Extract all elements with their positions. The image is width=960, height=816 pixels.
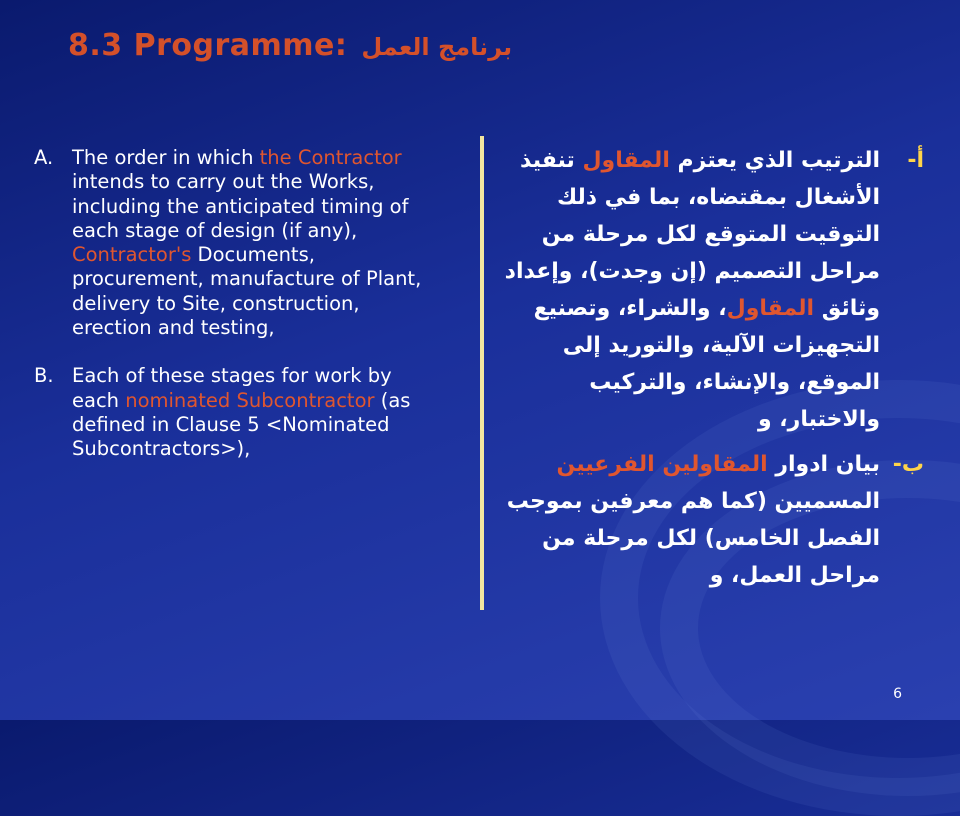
- arabic-highlighted-term: المقاول: [726, 296, 815, 321]
- arabic-item-text: [507, 452, 880, 588]
- english-text-segment: The order in which: [72, 146, 260, 169]
- english-item-text: [72, 364, 410, 460]
- english-column: [34, 146, 434, 486]
- english-item: [34, 364, 434, 461]
- arabic-text-segment: ، والشراء، وتصنيع التجهيزات الآلية، والتوريد إلى الموقع، والإنشاء، والتركيب والاختبار، و: [533, 296, 880, 432]
- english-item-marker: A.: [34, 146, 54, 169]
- english-text-segment: (as defined in Clause 5 <Nominated Subcontractors>),: [72, 388, 411, 461]
- english-text-segment: Documents, procurement, manufacture of Plant, delivery to Site, construction, erection and testing,: [72, 243, 422, 340]
- english-item-text: [72, 146, 421, 339]
- english-text-segment: intends to carry out the Works, including the anticipated timing of each stage of design (if any),: [72, 170, 409, 242]
- title-arabic: برنامج العمل: [361, 33, 513, 61]
- arabic-item-marker: ب-: [892, 452, 924, 477]
- arabic-item: [500, 446, 924, 594]
- arabic-item-text: [505, 148, 880, 432]
- english-highlighted-term: nominated Subcontractor: [125, 388, 375, 412]
- arabic-item: [500, 142, 924, 438]
- slide-title: [68, 28, 512, 63]
- arabic-text-segment: المسميين (كما هم معرفين بموجب الفصل الخامس) لكل مرحلة من مراحل العمل، و: [506, 489, 880, 588]
- arabic-item-marker: أ-: [907, 148, 924, 173]
- english-highlighted-term: Contractor's: [72, 243, 192, 267]
- arabic-highlighted-term: المقاولين الفرعيين: [556, 452, 768, 477]
- english-item: [34, 146, 434, 340]
- arabic-column: [500, 142, 924, 602]
- arabic-text-segment: تنفيذ الأشغال بمقتضاه، بما في ذلك التوقيت المتوقع لكل مرحلة من مراحل التصميم (إن وجدت)، وإعداد وثائق: [504, 148, 880, 321]
- page-number: 6: [893, 686, 902, 702]
- arabic-text-segment: بيان ادوار: [767, 452, 880, 477]
- arabic-text-segment: الترتيب الذي يعتزم: [669, 148, 880, 173]
- column-divider: [480, 136, 484, 610]
- arabic-highlighted-term: المقاول: [582, 148, 670, 173]
- english-text-segment: Each of these stages for work by each: [72, 364, 392, 412]
- english-highlighted-term: the Contractor: [259, 146, 402, 169]
- title-number: 8.3 Programme:: [68, 28, 348, 63]
- english-item-marker: B.: [34, 364, 54, 388]
